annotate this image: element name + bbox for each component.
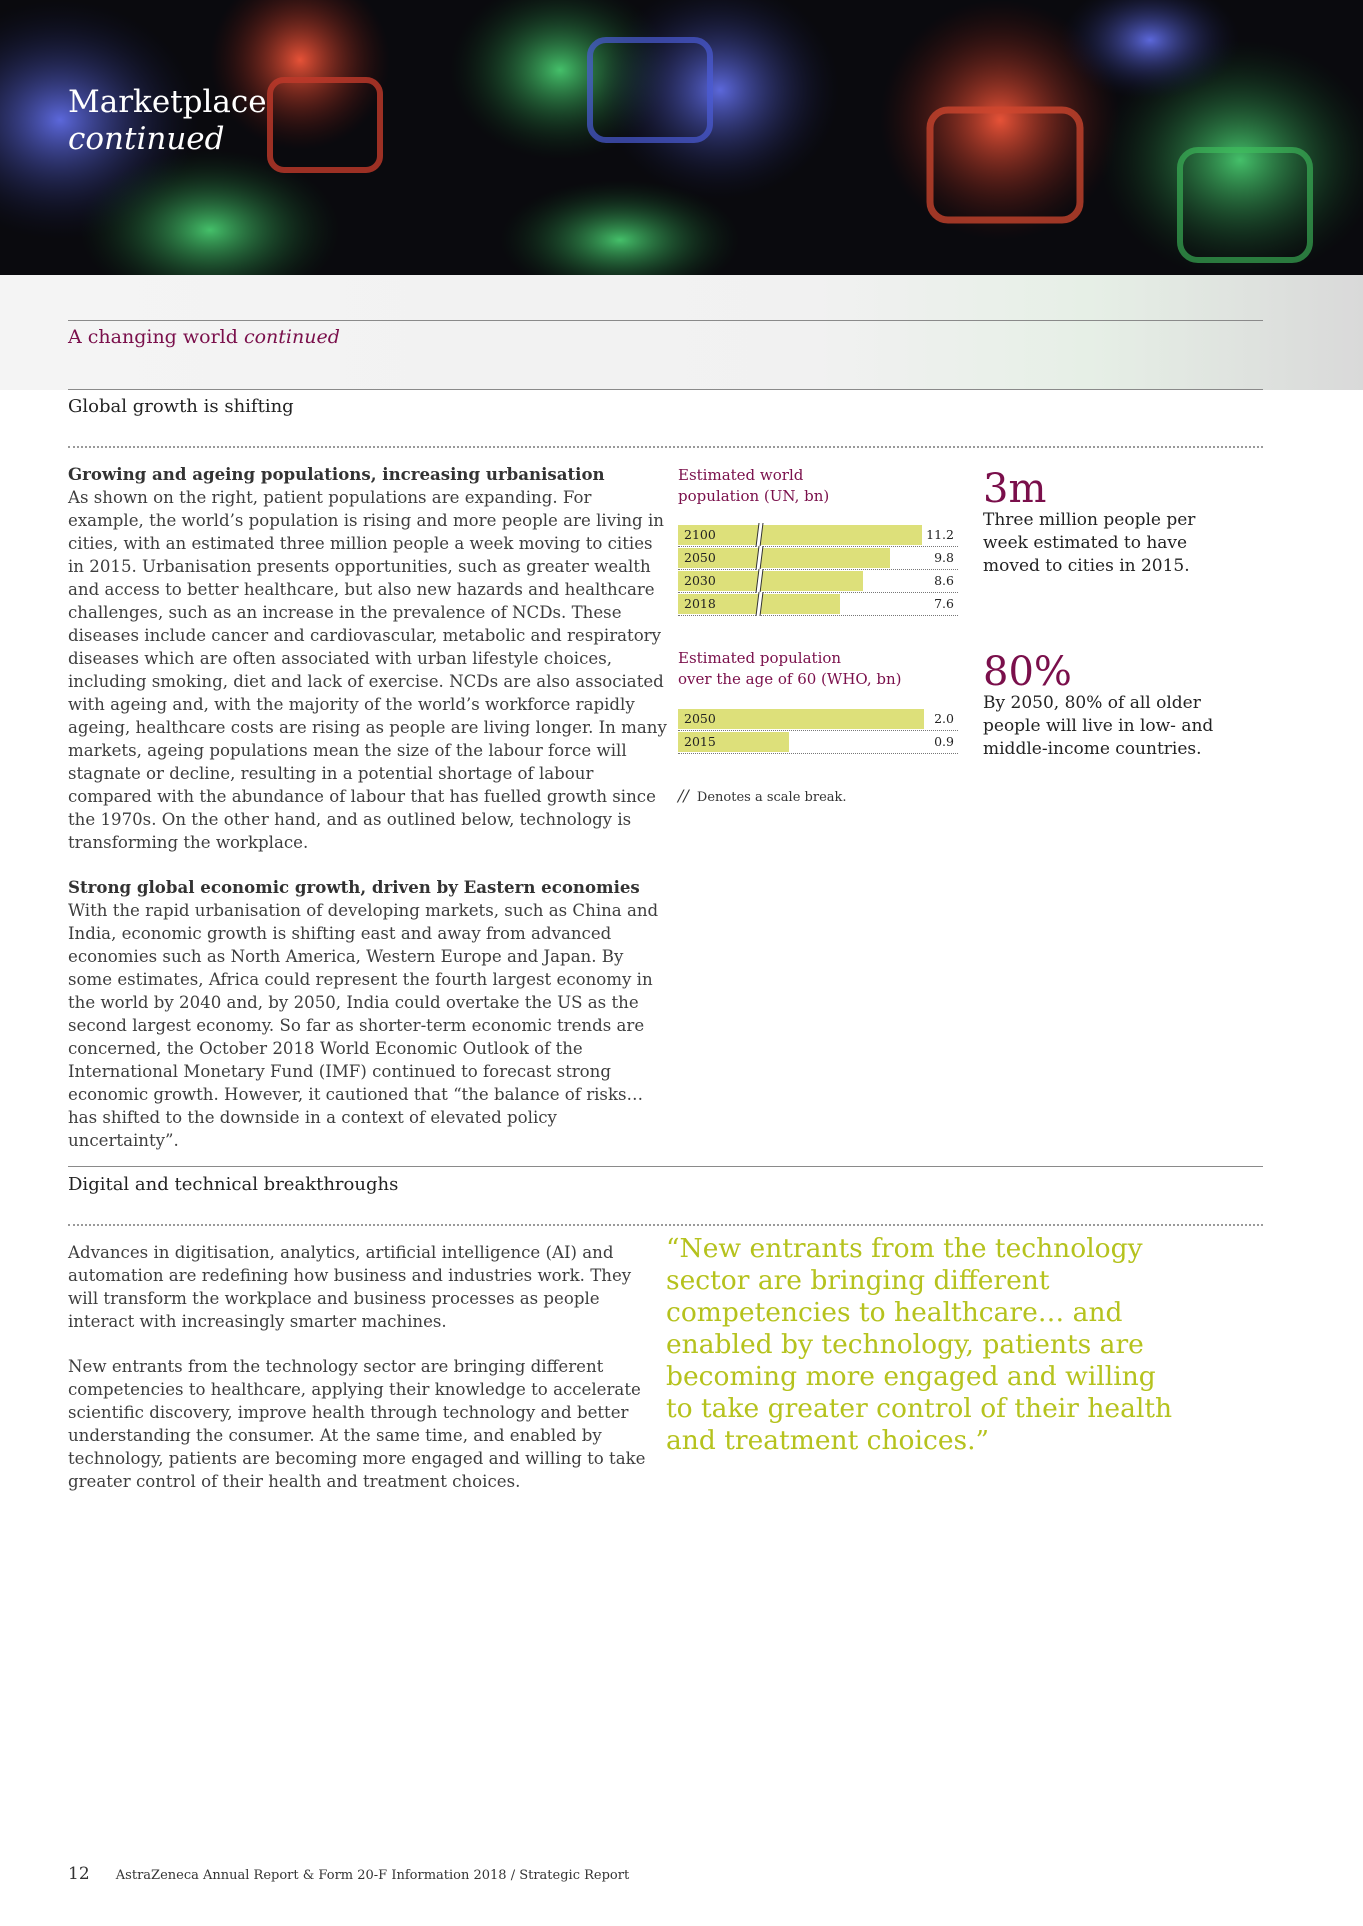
breadcrumb xyxy=(68,326,340,348)
chart1-row xyxy=(678,570,958,593)
chart2-title xyxy=(678,648,901,690)
chart1-category-label: 2050 xyxy=(684,550,716,565)
section1-text-column xyxy=(68,463,668,1174)
chart1-scale-break-icon xyxy=(754,592,764,616)
section2-para2: New entrants from the technology sector are bringing different competencies to healthcare, applying their knowledge to accelerate scientific discovery, improve health through technology and better understanding the consumer. At the same time, and enabled by technology, patients are becoming more engaged and willing to take greater control of their health and treatment choices. xyxy=(68,1357,646,1491)
chart2-row xyxy=(678,708,958,731)
chart1-value-label: 11.2 xyxy=(926,527,954,542)
block1-heading: Growing and ageing populations, increasing urbanisation xyxy=(68,464,605,484)
dotted-divider xyxy=(68,446,1263,448)
chart2-value-label: 2.0 xyxy=(934,711,954,726)
chart2-category-label: 2015 xyxy=(684,734,716,749)
chart1-category-label: 2100 xyxy=(684,527,716,542)
divider xyxy=(68,320,1263,321)
section-label-global-growth: Global growth is shifting xyxy=(68,396,294,417)
stat-80-text: By 2050, 80% of all older people will live in low- and middle-income countries. xyxy=(983,693,1214,759)
stat-3m-value: 3m xyxy=(983,466,1047,512)
section2-text-column xyxy=(68,1241,648,1515)
chart2-row xyxy=(678,731,958,754)
block1-body: As shown on the right, patient populations are expanding. For example, the world’s population is rising and more people are living in cities, with an estimated three million people a week moving to cities in 2015. Urbanisation presents opportunities, such as greater wealth and access to better healthcare, but also new hazards and healthcare challenges, such as an increase in the prevalence of NCDs. These diseases include cancer and cardiovascular, metabolic and respiratory diseases which are often associated with urban lifestyle choices, including smoking, diet and lack of exercise. NCDs are also associated with ageing and, with the majority of the world’s workforce rapidly ageing, healthcare costs are rising as people are living longer. In many markets, ageing populations mean the size of the labour force will stagnate or decline, resulting in a potential shortage of labour compared with the abundance of labour that has fuelled growth since the 1970s. On the other hand, and as outlined below, technology is transforming the workplace. xyxy=(68,488,667,852)
chart1-scale-break-icon xyxy=(754,523,764,547)
chart1-title-line2: population (UN, bn) xyxy=(678,487,830,505)
footer-text: AstraZeneca Annual Report & Form 20-F Information 2018 / Strategic Report xyxy=(115,1868,630,1883)
chart2-population-over-60 xyxy=(678,708,958,754)
chart2-title-line2: over the age of 60 (WHO, bn) xyxy=(678,670,902,688)
chart1-row xyxy=(678,547,958,570)
chart1-value-label: 8.6 xyxy=(934,573,954,588)
scale-break-icon: // xyxy=(678,786,689,805)
chart1-row xyxy=(678,524,958,547)
chart1-value-label: 7.6 xyxy=(934,596,954,611)
chart1-category-label: 2018 xyxy=(684,596,716,611)
footer xyxy=(68,1864,629,1884)
chart1-scale-break-icon xyxy=(754,569,764,593)
chart2-value-label: 0.9 xyxy=(934,734,954,749)
hero-image xyxy=(0,0,1363,275)
chart1-row xyxy=(678,593,958,616)
chart1-title-line1: Estimated world xyxy=(678,466,804,484)
chart1-world-population xyxy=(678,524,958,616)
divider xyxy=(68,389,1263,390)
page-title xyxy=(68,84,267,158)
chart2-title-line1: Estimated population xyxy=(678,649,842,667)
divider xyxy=(68,1166,1263,1167)
page-number: 12 xyxy=(68,1864,90,1884)
chart1-value-label: 9.8 xyxy=(934,550,954,565)
stat-80-value: 80% xyxy=(983,649,1072,695)
scale-break-note xyxy=(678,786,847,805)
pull-quote: “New entrants from the technology sector are bringing different competencies to healthcare… and enabled by technology, patients are becoming more engaged and willing to take greater control of their health and treatment choices.” xyxy=(666,1233,1173,1456)
block2-body: With the rapid urbanisation of developing markets, such as China and India, economic growth is shifting east and away from advanced economies such as North America, Western Europe and Japan. By some estimates, Africa could represent the fourth largest economy in the world by 2040 and, by 2050, India could overtake the US as the second largest economy. So far as shorter-term economic trends are concerned, the October 2018 World Economic Outlook of the International Monetary Fund (IMF) continued to forecast strong economic growth. However, it cautioned that “the balance of risks… has shifted to the downside in a context of elevated policy uncertainty”. xyxy=(68,901,659,1150)
scale-break-note-text: Denotes a scale break. xyxy=(696,790,847,805)
chart1-scale-break-icon xyxy=(754,546,764,570)
stat-3m-text: Three million people per week estimated to have moved to cities in 2015. xyxy=(983,510,1196,576)
chart1-category-label: 2030 xyxy=(684,573,716,588)
breadcrumb-text: A changing world xyxy=(68,326,238,348)
section2-para1: Advances in digitisation, analytics, artificial intelligence (AI) and automation are redefining how business and industries work. They will transform the workplace and business processes as people interact with increasingly smarter machines. xyxy=(68,1243,632,1331)
dotted-divider xyxy=(68,1224,1263,1226)
section-label-digital: Digital and technical breakthroughs xyxy=(68,1174,399,1195)
page-subtitle: continued xyxy=(68,121,225,157)
chart1-title xyxy=(678,465,829,507)
chart2-category-label: 2050 xyxy=(684,711,716,726)
block2-heading: Strong global economic growth, driven by Eastern economies xyxy=(68,877,640,897)
page-title-text: Marketplace xyxy=(68,84,267,120)
breadcrumb-italic: continued xyxy=(243,326,340,348)
